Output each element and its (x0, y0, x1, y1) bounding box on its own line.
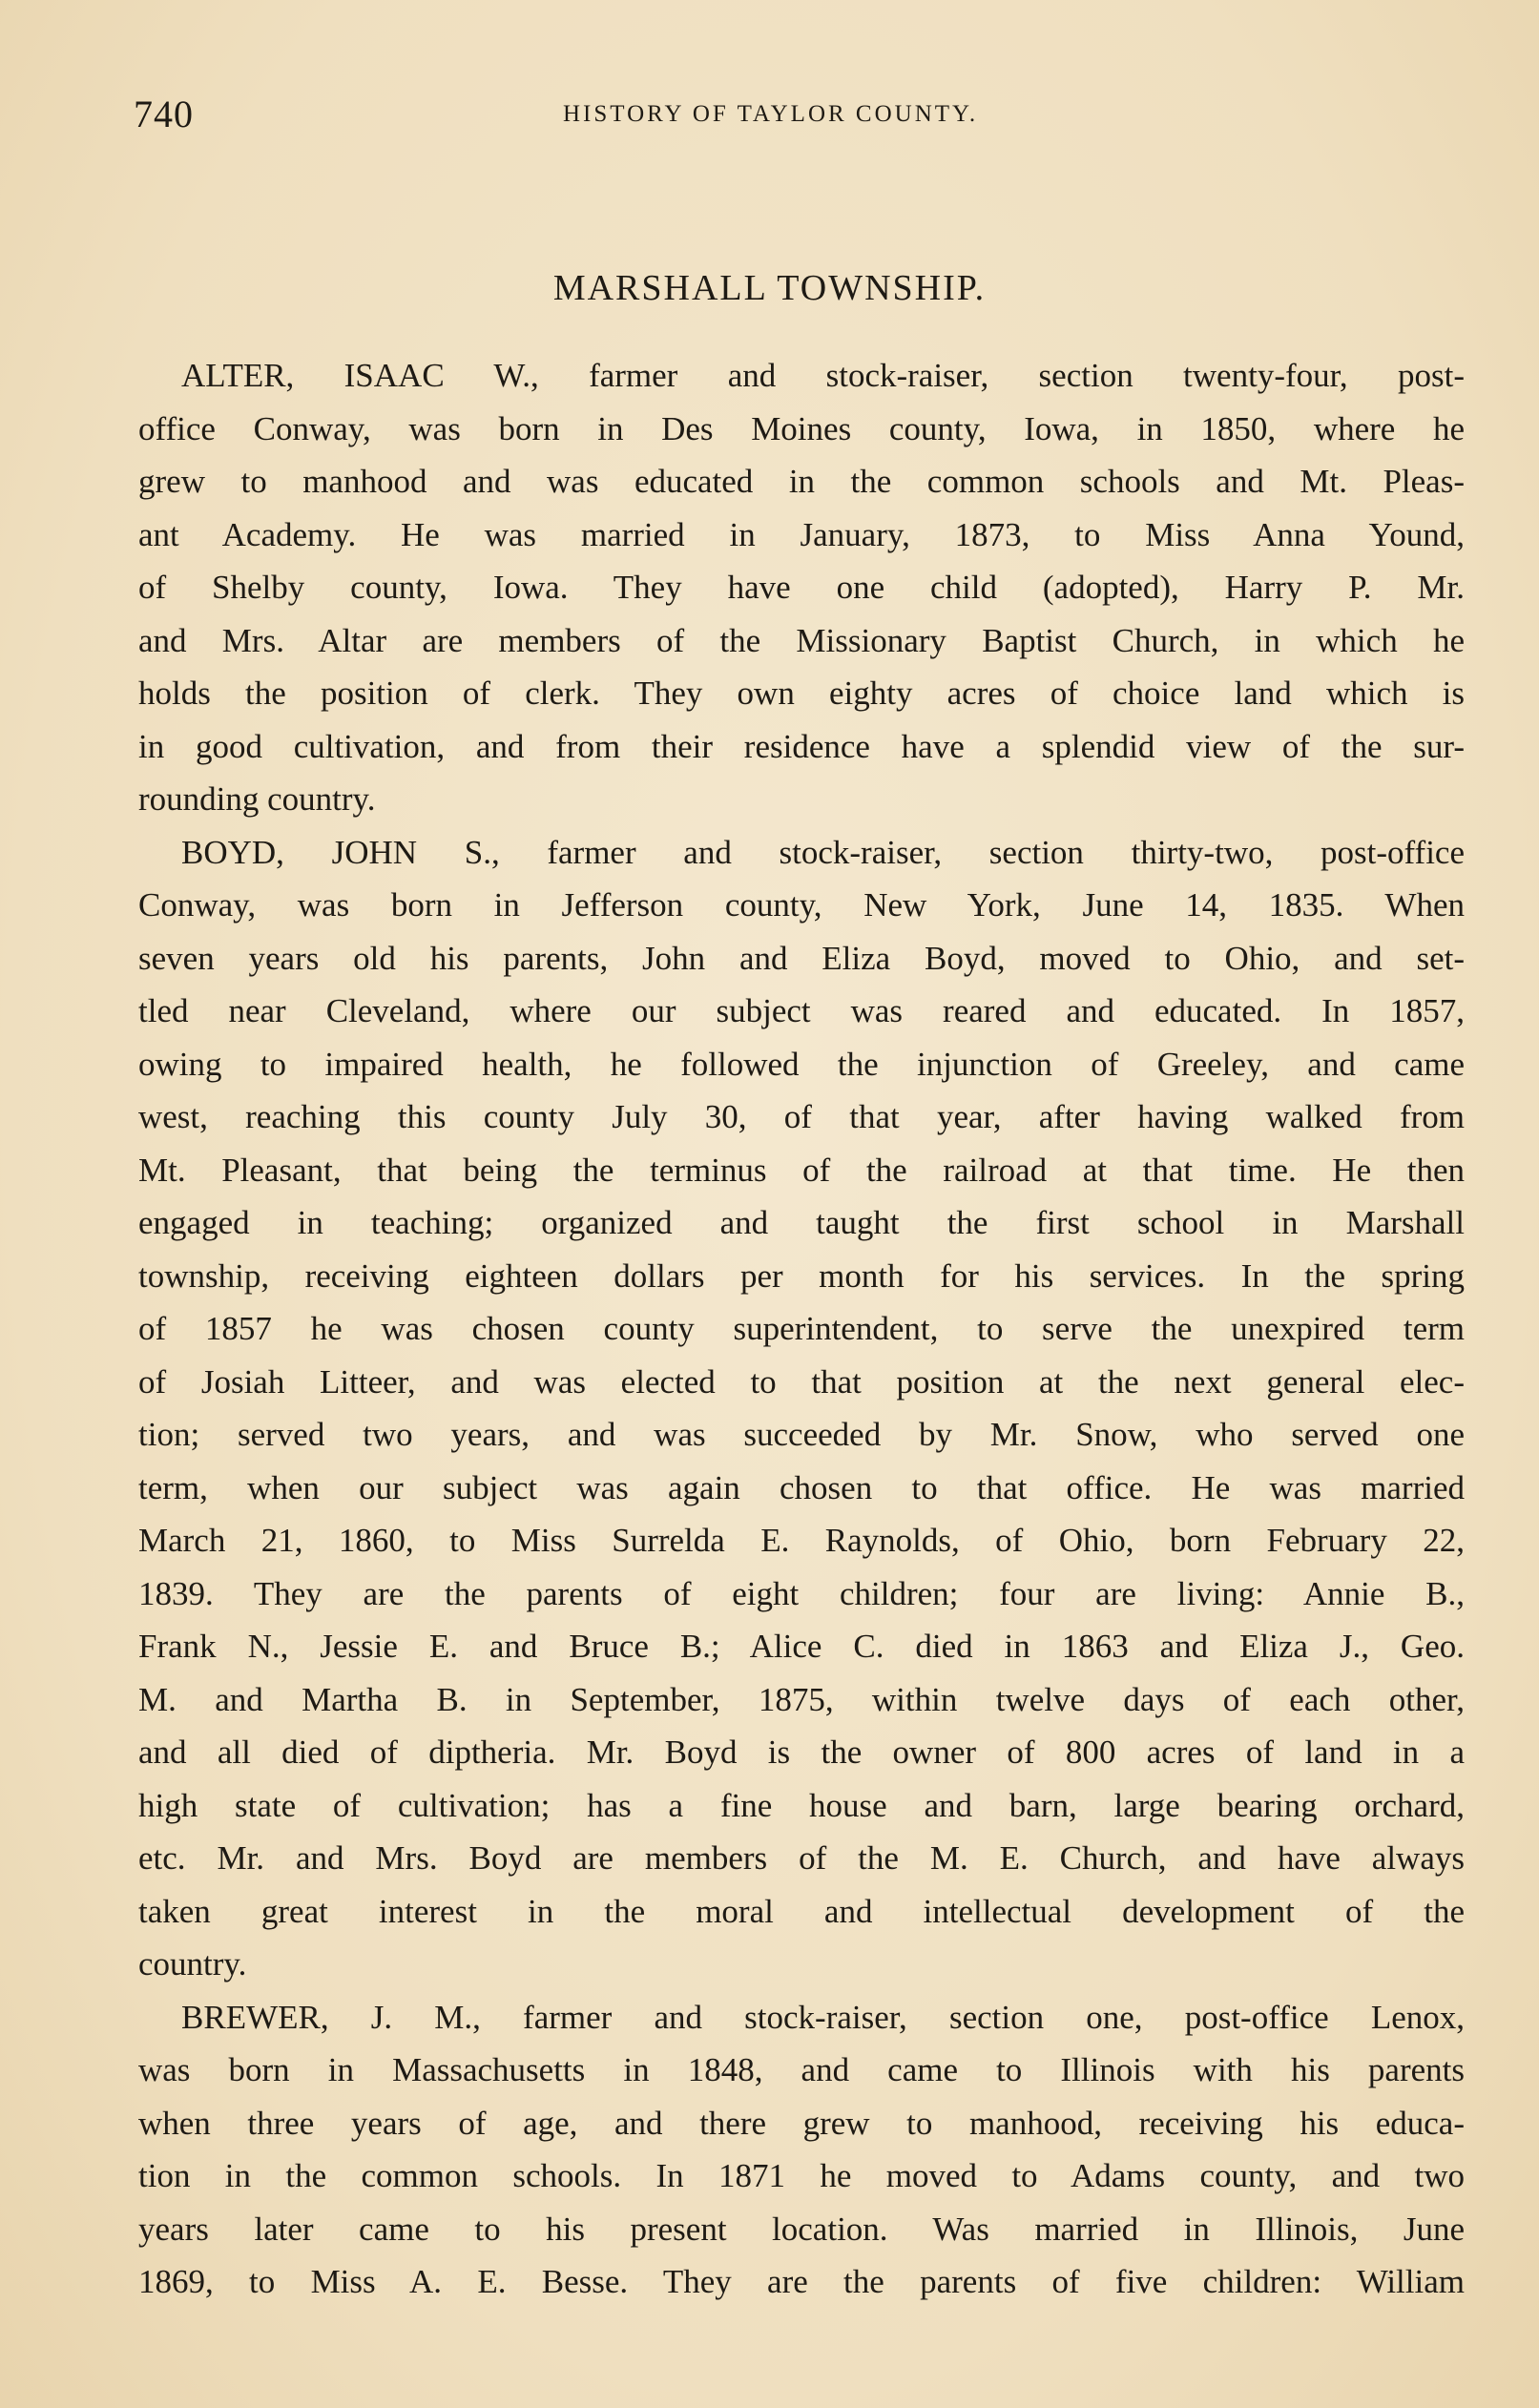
entry-boyd (138, 826, 1465, 1991)
text-line: in good cultivation, and from their residence have a splendid view of the sur- (138, 727, 1465, 765)
text-line: rounding country. (138, 780, 376, 818)
text-line: and all died of diptheria. Mr. Boyd is the owner of 800 acres of land in a (138, 1733, 1465, 1771)
text-line: ALTER, ISAAC W., farmer and stock-raiser, section twenty-four, post- (181, 357, 1465, 394)
text-line: BREWER, J. M., farmer and stock-raiser, section one, post-office Lenox, (181, 1998, 1465, 2036)
text-line: 1869, to Miss A. E. Besse. They are the parents of five children: William (138, 2263, 1465, 2300)
page-number: 740 (134, 93, 194, 135)
body-text (138, 349, 1465, 2309)
entry-brewer (138, 1991, 1465, 2309)
text-line: March 21, 1860, to Miss Surrelda E. Raynolds, of Ohio, born February 22, (138, 1522, 1465, 1559)
text-line: grew to manhood and was educated in the common schools and Mt. Pleas- (138, 463, 1465, 500)
text-line: 1839. They are the parents of eight children; four are living: Annie B., (138, 1574, 1465, 1612)
text-line: was born in Massachusetts in 1848, and came to Illinois with his parents (138, 2051, 1465, 2088)
text-line: Mt. Pleasant, that being the terminus of the railroad at that time. He then (138, 1151, 1465, 1189)
text-line: seven years old his parents, John and Eliza Boyd, moved to Ohio, and set- (138, 939, 1465, 977)
running-head (134, 92, 1469, 139)
text-line: Conway, was born in Jefferson county, New York, June 14, 1835. When (138, 886, 1465, 924)
section-title: MARSHALL TOWNSHIP. (552, 268, 987, 308)
text-line: years later came to his present location. Was married in Illinois, June (138, 2210, 1465, 2248)
text-line: tion; served two years, and was succeeded by Mr. Snow, who served one (138, 1416, 1465, 1453)
text-line: M. and Martha B. in September, 1875, within twelve days of each other, (138, 1680, 1465, 1718)
text-line: BOYD, JOHN S., farmer and stock-raiser, section thirty-two, post-office (181, 833, 1465, 871)
text-line: of Josiah Litteer, and was elected to that position at the next general elec- (138, 1362, 1465, 1401)
running-title: HISTORY OF TAYLOR COUNTY. (563, 101, 979, 127)
text-line: office Conway, was born in Des Moines county, Iowa, in 1850, where he (138, 409, 1465, 447)
text-line: of Shelby county, Iowa. They have one child (adopted), Harry P. Mr. (138, 569, 1465, 606)
text-line: and Mrs. Altar are members of the Missionary Baptist Church, in which he (138, 621, 1465, 659)
text-line: owing to impaired health, he followed the injunction of Greeley, and came (138, 1045, 1465, 1083)
text-line: term, when our subject was again chosen to that office. He was married (138, 1468, 1465, 1506)
text-line: of 1857 he was chosen county superintendent, to serve the unexpired term (138, 1310, 1465, 1347)
text-line: when three years of age, and there grew to manhood, receiving his educa- (138, 2104, 1465, 2142)
text-line: engaged in teaching; organized and taught the first school in Marshall (138, 1204, 1465, 1241)
entry-alter (138, 349, 1465, 826)
text-line: country. (138, 1945, 247, 1982)
text-line: taken great interest in the moral and intellectual development of the (138, 1892, 1465, 1930)
text-line: west, reaching this county July 30, of that year, after having walked from (138, 1098, 1465, 1135)
text-line: township, receiving eighteen dollars per month for his services. In the spring (138, 1256, 1465, 1295)
text-line: ant Academy. He was married in January, 1873, to Miss Anna Yound, (138, 515, 1465, 553)
text-line: tion in the common schools. In 1871 he moved to Adams county, and two (138, 2157, 1465, 2194)
text-line: Frank N., Jessie E. and Bruce B.; Alice C. died in 1863 and Eliza J., Geo. (138, 1628, 1465, 1665)
text-line: high state of cultivation; has a fine house and barn, large bearing orchard, (138, 1786, 1465, 1824)
text-line: etc. Mr. and Mrs. Boyd are members of the M. E. Church, and have always (138, 1839, 1465, 1877)
text-line: holds the position of clerk. They own eighty acres of choice land which is (138, 675, 1465, 712)
text-line: tled near Cleveland, where our subject was reared and educated. In 1857, (138, 992, 1465, 1029)
